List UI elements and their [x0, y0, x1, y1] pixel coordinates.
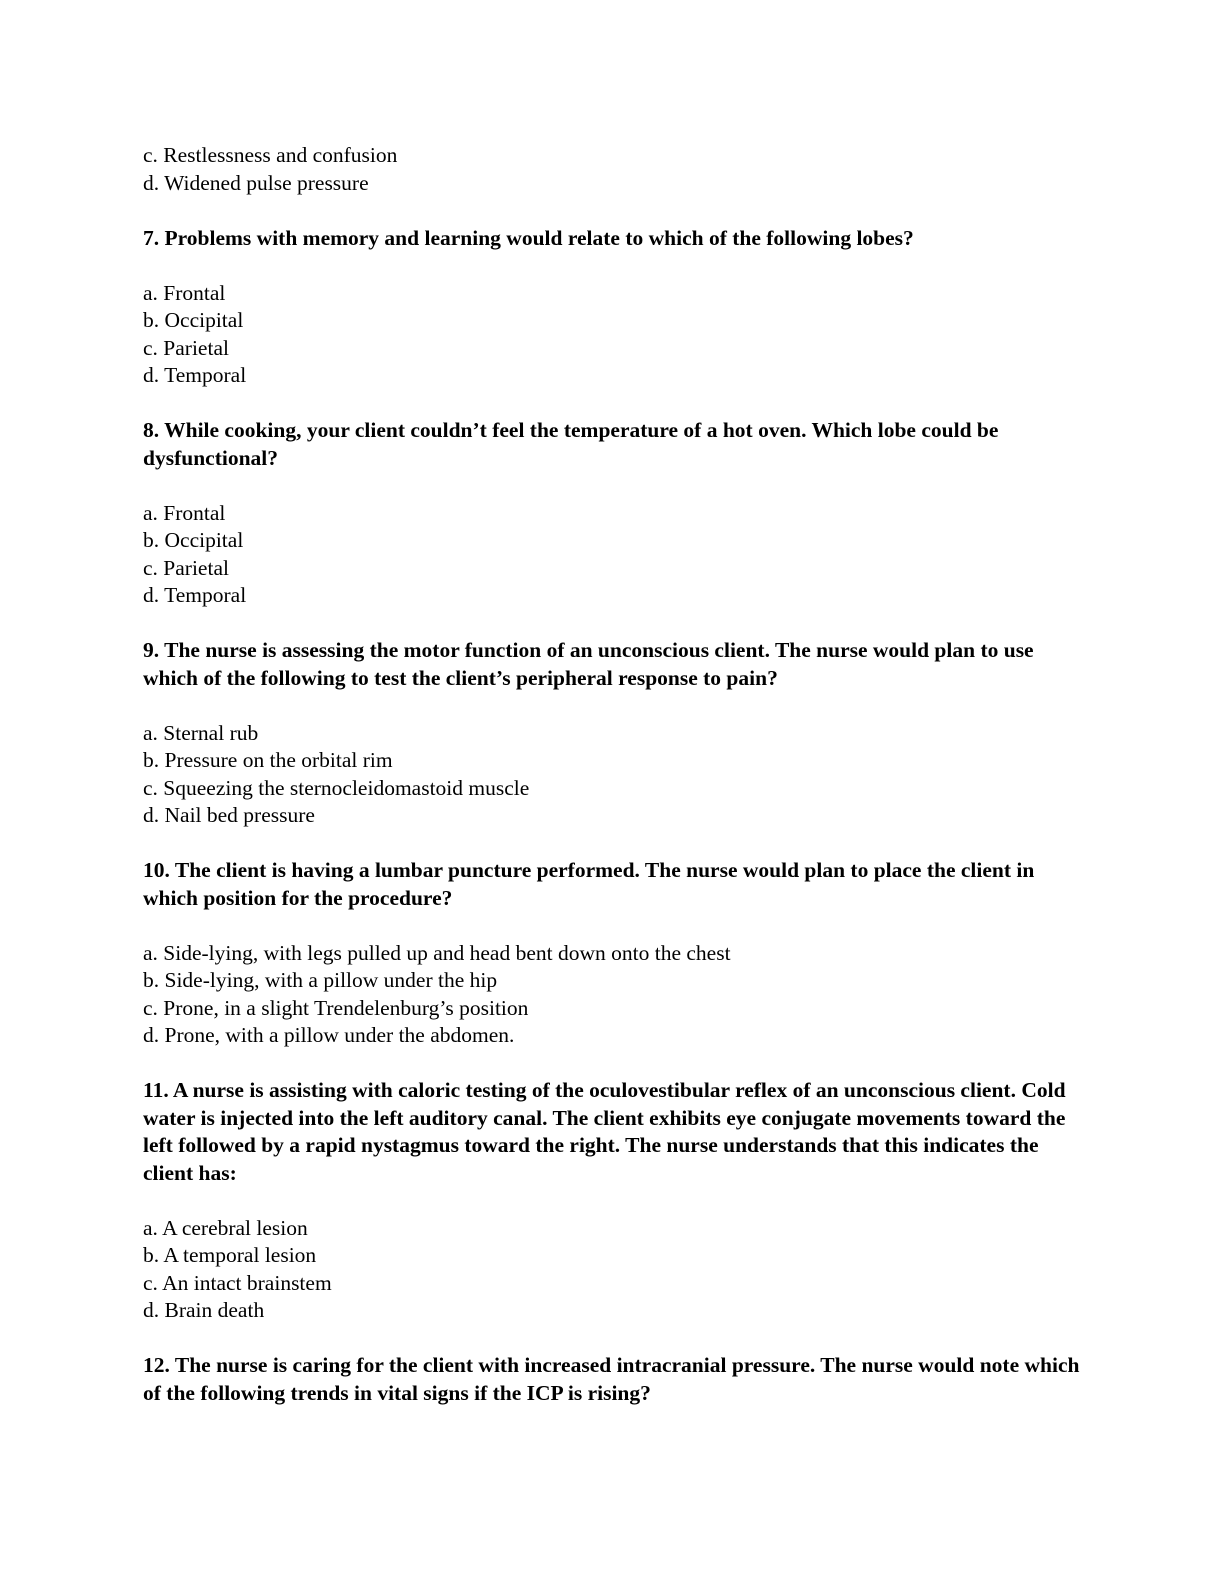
question-10 — [143, 857, 1083, 1050]
option-a: a. Frontal — [143, 500, 226, 525]
question-11-options — [143, 1215, 1083, 1325]
option-a: a. Frontal — [143, 280, 226, 305]
question-8-text: 8. While cooking, your client couldn’t feel the temperature of a hot oven. Which lobe could be dysfunctional? — [143, 418, 999, 470]
option-b: b. Occipital — [143, 308, 244, 332]
option-b: b. Side-lying, with a pillow under the hip — [143, 968, 498, 992]
question-9-text: 9. The nurse is assessing the motor function of an unconscious client. The nurse would plan to use which of the following to test the client’s peripheral response to pain? — [143, 638, 1034, 690]
option-d: d. Prone, with a pillow under the abdomen. — [143, 1023, 515, 1047]
carryover-options — [143, 142, 1083, 197]
option-c: c. Restlessness and confusion — [143, 143, 398, 167]
question-8-options — [143, 500, 1083, 610]
option-a: a. Sternal rub — [143, 720, 259, 745]
option-c: c. Prone, in a slight Trendelenburg’s position — [143, 995, 529, 1020]
option-d: d. Temporal — [143, 363, 247, 387]
option-b: b. Pressure on the orbital rim — [143, 748, 393, 772]
question-7-options — [143, 280, 1083, 390]
question-10-options — [143, 940, 1083, 1050]
option-d: d. Widened pulse pressure — [143, 170, 369, 195]
document-page — [143, 142, 1083, 1407]
question-10-text: 10. The client is having a lumbar puncture performed. The nurse would plan to place the client in which position for the procedure? — [143, 858, 1035, 910]
option-c: c. Parietal — [143, 335, 229, 360]
option-a: a. A cerebral lesion — [143, 1215, 308, 1240]
question-7-text: 7. Problems with memory and learning would relate to which of the following lobes? — [143, 225, 914, 250]
option-d: d. Nail bed pressure — [143, 803, 315, 827]
question-9 — [143, 637, 1083, 830]
question-12 — [143, 1352, 1083, 1407]
question-11-text: 11. A nurse is assisting with caloric testing of the oculovestibular reflex of an unconscious client. Cold water is injected into the left auditory canal. The client exhibits eye conjugate movements toward the left followed by a rapid nystagmus toward the right. The nurse understands that this indicates the client has: — [143, 1078, 1066, 1185]
question-11 — [143, 1077, 1083, 1325]
question-8 — [143, 417, 1083, 610]
question-7 — [143, 225, 1083, 390]
question-9-options — [143, 720, 1083, 830]
option-b: b. Occipital — [143, 528, 244, 552]
question-12-text: 12. The nurse is caring for the client with increased intracranial pressure. The nurse would note which of the following trends in vital signs if the ICP is rising? — [143, 1353, 1080, 1405]
option-d: d. Brain death — [143, 1298, 265, 1322]
option-c: c. Squeezing the sternocleidomastoid muscle — [143, 775, 530, 800]
option-d: d. Temporal — [143, 583, 247, 607]
option-b: b. A temporal lesion — [143, 1243, 317, 1267]
option-c: c. An intact brainstem — [143, 1270, 332, 1295]
option-a: a. Side-lying, with legs pulled up and head bent down onto the chest — [143, 940, 731, 965]
option-c: c. Parietal — [143, 555, 229, 580]
